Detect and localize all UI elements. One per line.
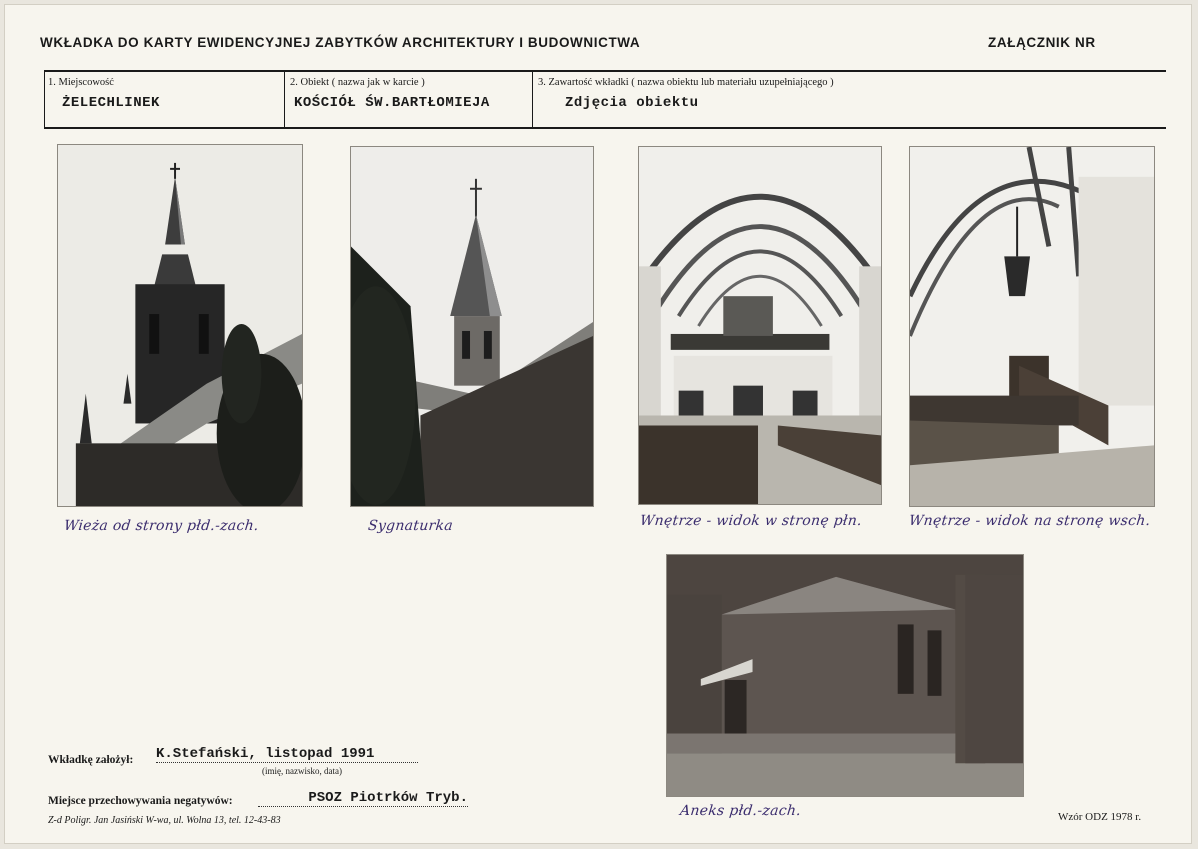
photo-interior-north [638,146,882,505]
field-label-locality: 1. Miejscowość [48,77,114,88]
photo-annex [666,554,1024,797]
form-pattern: Wzór ODZ 1978 r. [1058,811,1142,823]
field-value-object: KOŚCIÓŁ ŚW.BARTŁOMIEJA [294,95,490,111]
printer-note: Z-d Poligr. Jan Jasiński W-wa, ul. Wolna 13, tel. 12-43-83 [48,815,281,826]
author-label: Wkładkę założył: [48,754,134,766]
field-label-object: 2. Obiekt ( nazwa jak w karcie ) [290,77,425,88]
sheet-title: WKŁADKA DO KARTY EWIDENCYJNEJ ZABYTKÓW ARCHITEKTURY I BUDOWNICTWA [40,35,641,50]
caption-interior-east: Wnętrze - widok na stronę wsch. [908,513,1152,529]
top-rule [44,70,1166,72]
field-divider [44,72,45,127]
photo-interior-east [909,146,1155,507]
photo-tower [57,144,303,507]
caption-signature-turret: Sygnaturka [367,518,454,534]
field-value-locality: ŻELECHLINEK [62,95,160,111]
storage-label: Miejsce przechowywania negatywów: [48,795,233,807]
storage-value: PSOZ Piotrków Tryb. [258,790,468,807]
field-divider [284,72,285,127]
attachment-label: ZAŁĄCZNIK NR [988,35,1096,50]
photo-signature-turret [350,146,594,507]
caption-interior-north: Wnętrze - widok w stronę płn. [639,513,863,529]
bottom-rule [44,127,1166,129]
caption-tower: Wieża od strony płd.-zach. [63,518,260,534]
field-label-contents: 3. Zawartość wkładki ( nazwa obiektu lub materiału uzupełniającego ) [538,77,834,88]
field-value-contents: Zdjęcia obiektu [565,95,699,111]
author-value: K.Stefański, listopad 1991 [156,746,418,763]
author-hint: (imię, nazwisko, data) [262,766,342,776]
caption-annex: Aneks płd.-zach. [679,803,802,819]
field-divider [532,72,533,127]
